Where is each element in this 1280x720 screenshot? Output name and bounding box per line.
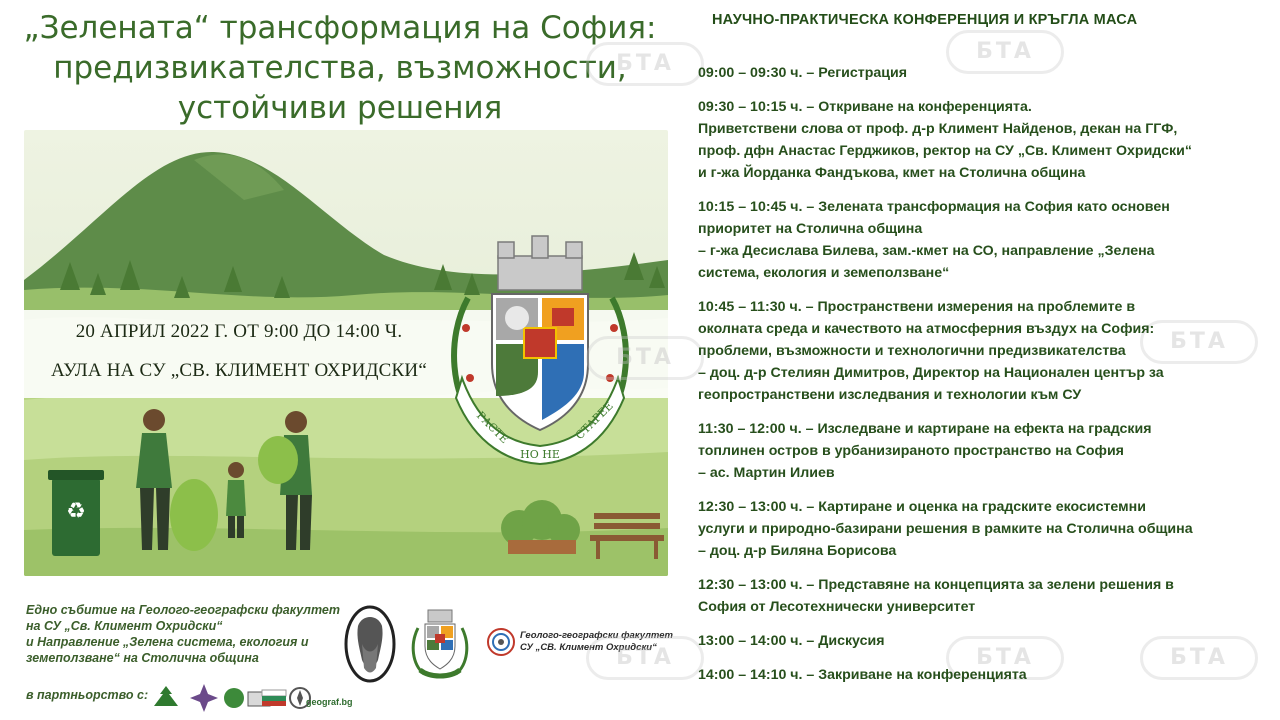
sofia-municipality-logo-icon xyxy=(410,604,470,682)
bta-watermark: БТА xyxy=(946,636,1064,680)
program-item: 11:30 – 12:00 ч. – Изследване и картиране на ефекта на градския топлинен остров в урбанизираното пространство на София – ас. Мартин Илиев xyxy=(698,421,1152,481)
program-item: 12:30 – 13:00 ч. – Картиране и оценка на градските екосистемни услуги и природно-базирани решения в рамките на Столична община – доц. д-р Биляна Борисова xyxy=(698,499,1193,559)
title-line-2: предизвикателства, възможности, xyxy=(53,50,627,86)
program-item: 09:30 – 10:15 ч. – Откриване на конференцията. Приветствени слова от проф. д-р Климент Найденов, декан на ГГФ, проф. дфн Анастас Герджиков, ректор на СУ „Св. Климент Охридски“ и г-жа Йорданка Фандъкова, кмет на Столична община xyxy=(698,99,1192,181)
leaf-logo-icon xyxy=(224,688,244,708)
title-line-3: устойчиви решения xyxy=(177,90,503,126)
bta-watermark: БТА xyxy=(586,42,704,86)
program-list xyxy=(698,62,1273,698)
partners-label: в партньорство с: xyxy=(26,688,149,702)
bta-watermark: БТА xyxy=(586,336,704,380)
bulgaria-map-logo-icon xyxy=(262,690,286,706)
ggf-logo-text: Геолого-географски факултет СУ „СВ. Климент Охридски“ xyxy=(520,630,673,653)
program-item: 10:15 – 10:45 ч. – Зелената трансформация на София като основен приоритет на Столична община – г-жа Десислава Билева, зам.-кмет на СО, направление „Зелена система, екология и земеползване“ xyxy=(698,199,1170,281)
event-title xyxy=(20,8,660,128)
event-date-time: 20 АПРИЛ 2022 Г. ОТ 9:00 ДО 14:00 Ч. xyxy=(75,321,403,342)
sofia-university-logo-icon xyxy=(344,604,396,684)
partner-logos xyxy=(140,676,336,716)
program-item: 14:00 – 14:10 ч. – Закриване на конференцията xyxy=(698,667,1027,683)
motto-right: СТАРЕЕ xyxy=(572,399,616,443)
program-item: 13:00 – 14:00 ч. – Дискусия xyxy=(698,633,885,649)
bta-watermark: БТА xyxy=(1140,636,1258,680)
svg-text:♻: ♻ xyxy=(66,499,86,524)
motto-left: РАСТЕ xyxy=(473,408,512,447)
event-venue: АУЛА НА СУ „СВ. КЛИМЕНТ ОХРИДСКИ“ xyxy=(51,360,427,381)
bta-watermark: БТА xyxy=(1140,320,1258,364)
title-line-1: „Зелената“ трансформация на София: xyxy=(23,10,657,46)
sofia-coat-of-arms-icon xyxy=(440,228,640,468)
program-item: 09:00 – 09:30 ч. – Регистрация xyxy=(698,65,907,81)
compass-star-logo-icon xyxy=(190,684,218,712)
program-item: 10:45 – 11:30 ч. – Пространствени измерения на проблемите в околната среда и качеството на атмосферния въздух на София: проблеми, възможности и технологични предизвикателства – доц. д-р Стелиян Димитров, Директор на Национален център за геопространствени изследвания и технологии към СУ xyxy=(698,299,1164,403)
forestry-university-logo-icon xyxy=(148,678,188,706)
organizers-text: Едно събитие на Геолого-географски факултет на СУ „Св. Климент Охридски“ и Направление „Зелена система, екология и земеползване“ на Столична община xyxy=(26,603,340,665)
program-item: 12:30 – 13:00 ч. – Представяне на концепцията за зелени решения в София от Лесотехнически университет xyxy=(698,577,1174,615)
motto-middle: НО НЕ xyxy=(520,448,560,461)
geograf-bg-text: geograf.bg xyxy=(306,697,353,707)
program-header: НАУЧНО-ПРАКТИЧЕСКА КОНФЕРЕНЦИЯ И КРЪГЛА МАСА xyxy=(712,12,1138,28)
bta-watermark: БТА xyxy=(586,636,704,680)
bta-watermark: БТА xyxy=(946,30,1064,74)
